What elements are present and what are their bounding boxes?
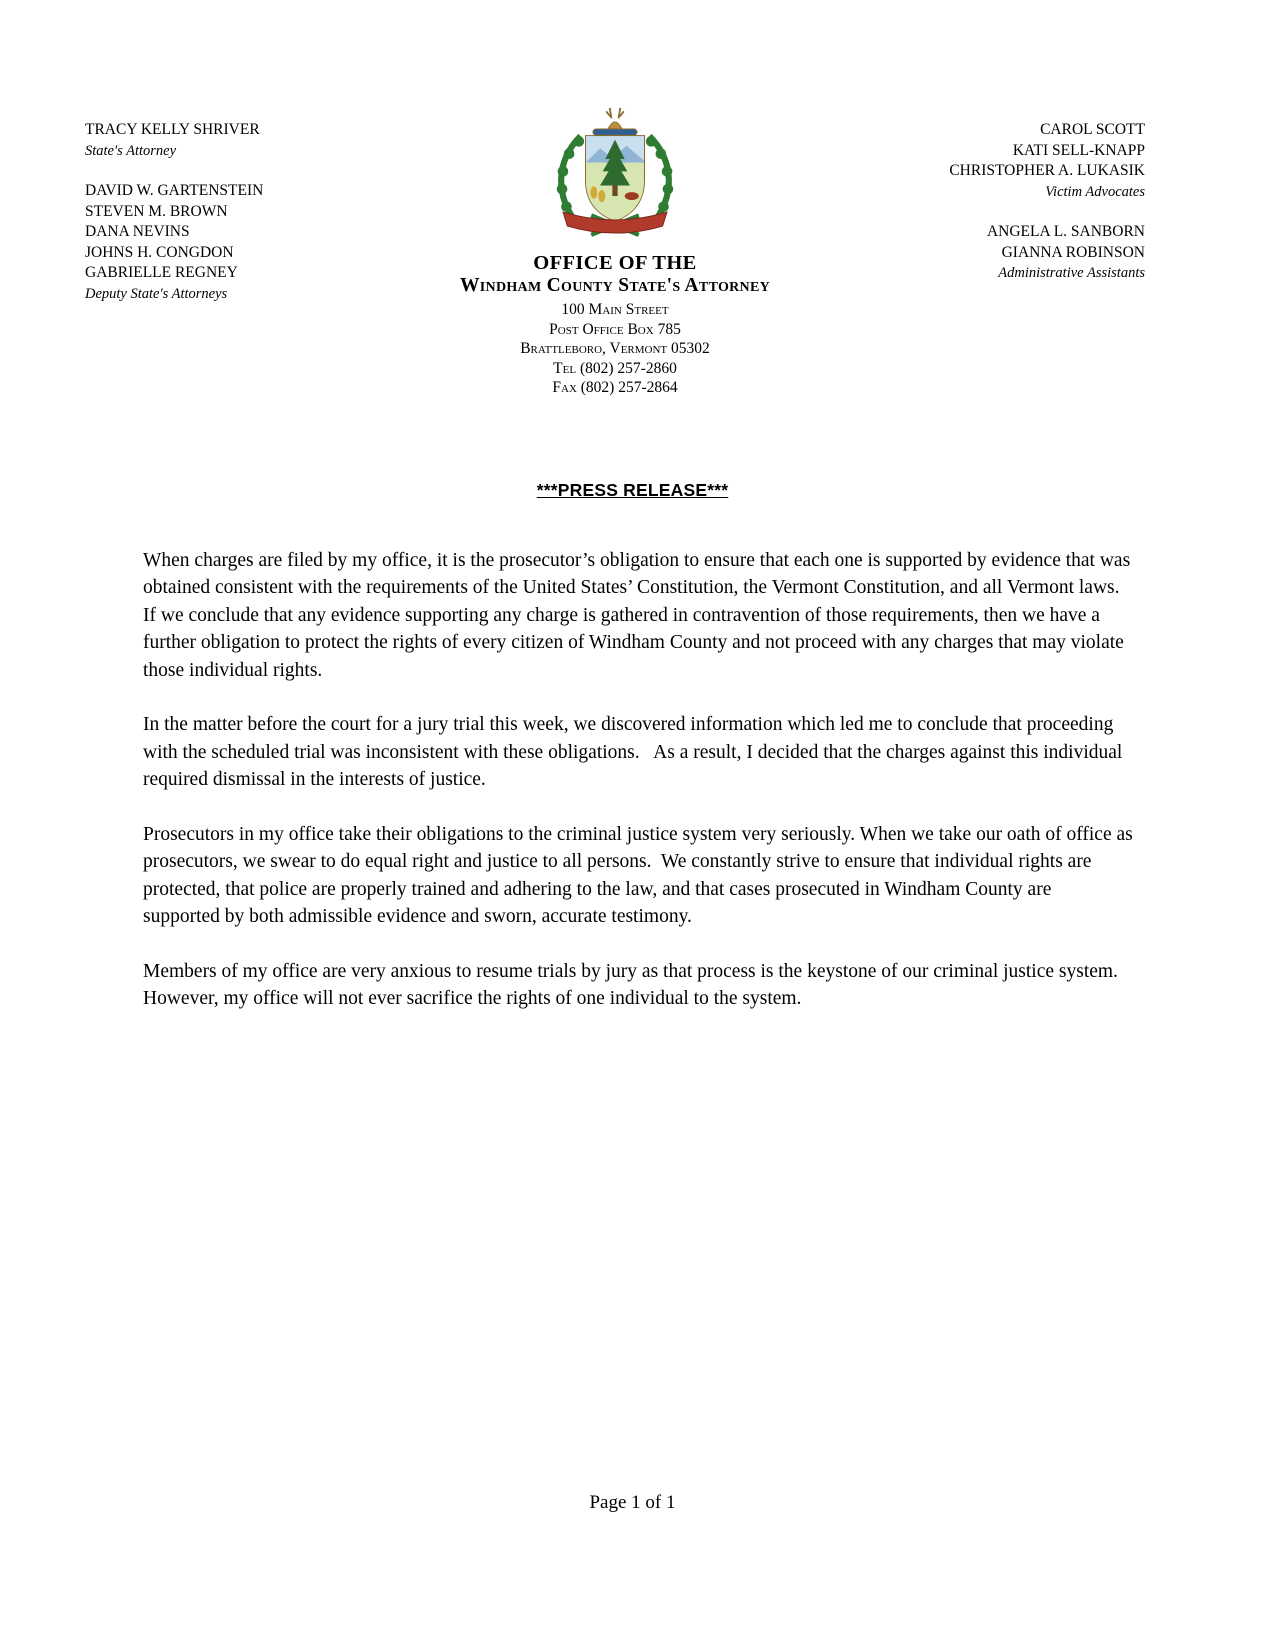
- deputy-name: JOHNS H. CONGDON: [85, 243, 234, 261]
- spacer: [835, 202, 1145, 222]
- stag-crest-icon: [593, 108, 637, 135]
- office-title-line1: OFFICE OF THE: [533, 252, 697, 274]
- advocates-role: Victim Advocates: [1045, 183, 1145, 200]
- advocate-name: CAROL SCOTT: [1040, 121, 1145, 138]
- letterhead-center: [395, 104, 835, 398]
- phone-line: Tel (802) 257-2860: [553, 359, 677, 377]
- deputy-name: GABRIELLE REGNEY: [85, 264, 238, 281]
- page-footer: [0, 1492, 1265, 1514]
- vermont-coat-of-arms-icon: [540, 104, 690, 244]
- staff-left-column: [85, 120, 395, 304]
- cow-icon: [625, 192, 639, 200]
- paragraph: When charges are filed by my office, it is the prosecutor’s obligation to ensure that each one is supported by evidence that was obtained consistent with the requirements of the United States’ Constitution, the Vermont Constitution, and all Vermont laws. If we conclude that any evidence supporting any charge is gathered in contravention of those requirements, then we have a further obligation to protect the rights of every citizen of Windham County and not proceed with any charges that may violate those individual rights.: [143, 549, 1136, 681]
- address-line: Post Office Box 785: [549, 320, 681, 338]
- paragraph: In the matter before the court for a jury trial this week, we discovered information which led me to conclude that proceeding with the scheduled trial was inconsistent with these obligations. As a result, I decided that the charges against this individual required dismissal in the interests of justice.: [143, 714, 1128, 790]
- state-attorney-name: TRACY KELLY SHRIVER: [85, 121, 260, 138]
- press-release-title: ***PRESS RELEASE***: [536, 479, 729, 500]
- page-number: Page 1 of 1: [589, 1492, 676, 1513]
- address-line: 100 Main Street: [561, 301, 669, 318]
- office-title-line2: Windham County State's Attorney: [459, 275, 771, 296]
- spacer: [85, 161, 395, 181]
- staff-right-column: [835, 120, 1145, 284]
- assistant-name: ANGELA L. SANBORN: [986, 223, 1145, 240]
- assistant-name: GIANNA ROBINSON: [1001, 243, 1145, 261]
- assistants-role: Administrative Assistants: [998, 265, 1145, 281]
- press-release-text: [143, 547, 1138, 1013]
- deputy-name: STEVEN M. BROWN: [85, 202, 228, 220]
- deputies-role: Deputy State's Attorneys: [85, 285, 228, 302]
- document-body: [0, 480, 1265, 1013]
- paragraph: Members of my office are very anxious to resume trials by jury as that process is the keystone of our criminal justice system. However, my office will not ever sacrifice the rights of one individual to the system.: [143, 960, 1128, 1009]
- deputy-name: DAVID W. GARTENSTEIN: [85, 182, 264, 199]
- letterhead: [0, 0, 1265, 398]
- paragraph: Prosecutors in my office take their obligations to the criminal justice system very seriously. When we take our oath of office as prosecutors, we swear to do equal right and justice to all persons. We constantly strive to ensure that individual rights are protected, that police are properly trained and adhering to the law, and that cases prosecuted in Windham County are supported by both admissible evidence and sworn, accurate testimony.: [143, 823, 1138, 927]
- state-attorney-role: State's Attorney: [85, 142, 177, 159]
- deputy-name: DANA NEVINS: [85, 223, 190, 240]
- seal-container: [395, 104, 835, 244]
- fax-line: Fax (802) 257-2864: [552, 379, 678, 396]
- address-line: Brattleboro, Vermont 05302: [520, 340, 710, 357]
- advocate-name: CHRISTOPHER A. LUKASIK: [949, 162, 1145, 179]
- advocate-name: KATI SELL-KNAPP: [1012, 141, 1145, 159]
- address-block: [395, 300, 835, 398]
